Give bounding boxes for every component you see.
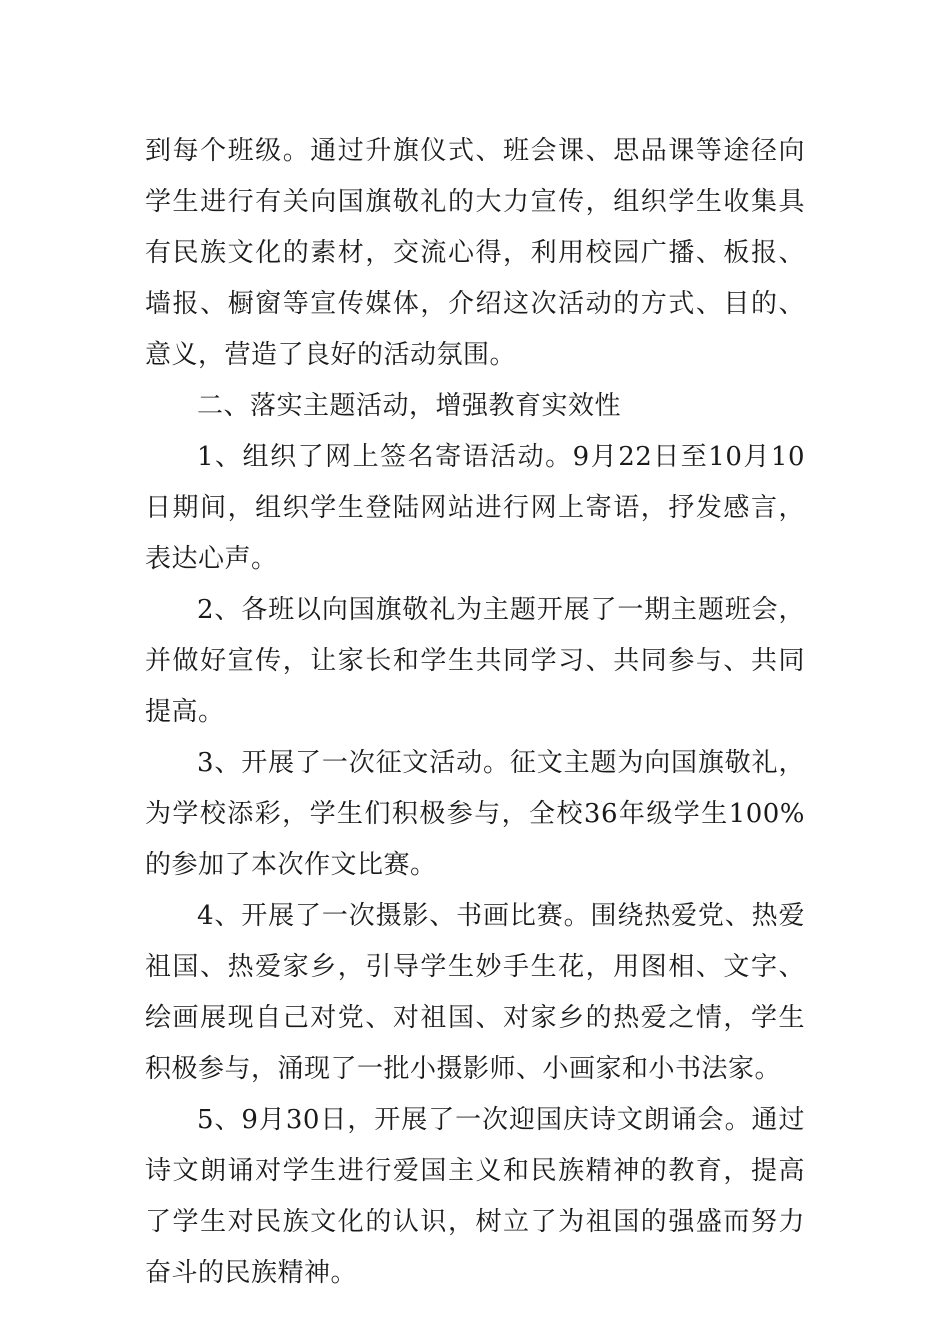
paragraph-item-1: 1、组织了网上签名寄语活动。9月22日至10月10日期间，组织学生登陆网站进行网上寄语，抒发感言，表达心声。 <box>145 442 805 574</box>
paragraph-item-2: 2、各班以向国旗敬礼为主题开展了一期主题班会，并做好宣传，让家长和学生共同学习、共同参与、共同提高。 <box>145 595 805 727</box>
paragraph-continuation: 到每个班级。通过升旗仪式、班会课、思品课等途径向学生进行有关向国旗敬礼的大力宣传，组织学生收集具有民族文化的素材，交流心得，利用校园广播、板报、墙报、橱窗等宣传媒体，介绍这次活动的方式、目的、意义，营造了良好的活动氛围。 <box>145 136 805 370</box>
paragraph-item-4: 4、开展了一次摄影、书画比赛。围绕热爱党、热爱祖国、热爱家乡，引导学生妙手生花，用图相、文字、绘画展现自己对党、对祖国、对家乡的热爱之情，学生积极参与，涌现了一批小摄影师、小画家和小书法家。 <box>145 901 805 1084</box>
paragraph-item-3: 3、开展了一次征文活动。征文主题为向国旗敬礼，为学校添彩，学生们积极参与，全校36年级学生100%的参加了本次作文比赛。 <box>145 748 805 880</box>
section-heading: 二、落实主题活动，增强教育实效性 <box>197 391 622 421</box>
paragraph-item-5: 5、9月30日，开展了一次迎国庆诗文朗诵会。通过诗文朗诵对学生进行爱国主义和民族精神的教育，提高了学生对民族文化的认识，树立了为祖国的强盛而努力奋斗的民族精神。 <box>145 1105 805 1288</box>
document-body <box>145 126 805 1299</box>
